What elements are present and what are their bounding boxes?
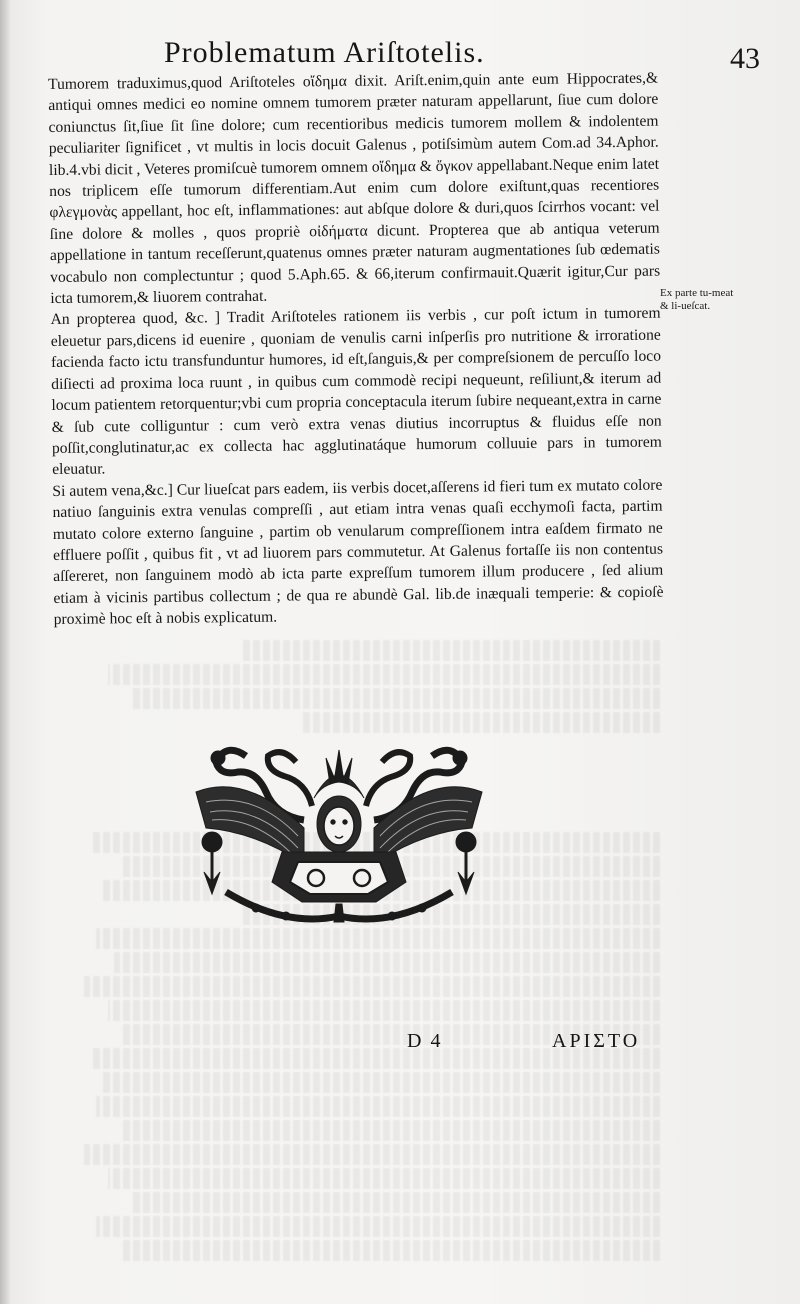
main-text-block xyxy=(48,68,664,631)
catchword: ΑΡΙΣΤΟ xyxy=(552,1030,641,1052)
page-number: 43 xyxy=(730,42,760,75)
paragraph-an-propterea: An propterea quod, &c. ] Tradit Ariſtoteles rationem iis verbis , cur poſt ictum in tumorem eleuetur pars,dicens id euenire , quoniam de venulis carni inſperſis pro nutritione & irroratione facienda facto ictu transfunduntur humores, id eſt,ſanguis,& per compreſsionem de percuſſo loco diſiecti ad proxima loca ruunt , in quibus cum commodè recipi nequeunt, reſiliunt,& iterum ad locum patientem retorquentur;vbi cum propria conceptacula iterum ſubire nequeant,extra in carne & ſub cute colliguntur : cum verò extra venas diutius incorruptus & fluidus eſſe non poſſit,conglutinatur,ac ex collecta hac agglutinatáque humorum colluuie pars in tumorem eleuatur. xyxy=(50,305,662,479)
page-edge-shadow xyxy=(0,0,10,1304)
paragraph-si-autem-vena: Si autem vena,&c.] Cur liueſcat pars eadem, iis verbis docet,aſſerens id fieri tum ex mutato colore natiuo ſanguinis extra venulas compreſſi , aut etiam intra venas quaſi ecchymoſi facta, partim mutato colore externo ſanguine , partim ob venularum compreſſionem intra eaſdem firmato ne effluere poſſit , quibus fit , vt ad liuorem pars commutetur. At Galenus fortaſſe iis non contentus aſſereret, non ſanguinem modò ab icta parte expreſſum tumorem illum producere , ſed alium etiam à vicinis partibus collectum ; de qua re abundè Gal. lib.de inæquali temperie: & copioſè proximè hoc eſt à nobis explicatum. xyxy=(52,476,664,629)
printers-ornament-icon xyxy=(186,732,492,928)
paragraph-tumorem: Tumorem traduximus,quod Ariſtoteles οἴδημα dixit. Ariſt.enim,quin ante eum Hippocrates,& antiqui omnes medici eo nomine omnem tumorem præter naturam appellarunt, ſiue cum dolore coniunctus ſit,ſiue ſit ſine dolore; cum recentioribus medicis tumorem mollem & indolentem peculiariter ſignificet , vt multis in locis docuit Galenus , potiſsimùm autem Com.ad 34.Aphor. lib.4.vbi dicit , Veteres promiſcuè tumorem omnem οἴδημα & ὄγκον appellabant.Neque enim latet nos triplicem eſſe tumorum differentiam.Aut enim cum dolore exiſtunt,quas recentiores φλεγμονὰς appellant, hoc eſt, inflammationes: aut abſque dolore & duri,quos ſcirrhos vocant: vel ſine dolore & molles , quos propriè οἰδήματα dicunt. Propterea que ab antiqua veterum appellatione in tantum receſſerunt,quatenus omnes præter naturam augmentationes ſub œdematis vocabulo non complectuntur ; quod 5.Aph.65. & 66,iterum confirmauit.Quærit igitur,Cur pars icta tumorem,& liuorem contrahat. xyxy=(48,69,661,308)
marginal-note: Ex parte tu-meat & li-ueſcat. xyxy=(660,287,734,312)
running-title: Problematum Ariſtotelis. xyxy=(164,36,485,69)
signature-mark: D 4 xyxy=(407,1030,443,1052)
